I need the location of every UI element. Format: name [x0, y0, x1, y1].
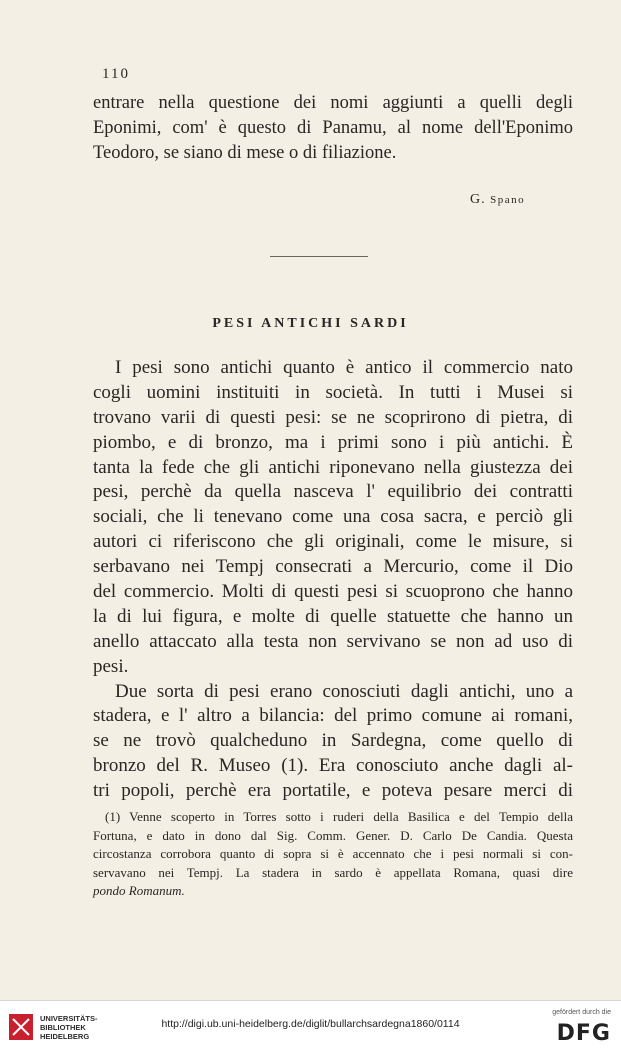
signature [470, 192, 525, 208]
page-number: 110 [102, 66, 130, 82]
section-divider [270, 256, 368, 257]
library-name-line: UNIVERSITÄTS- [40, 1014, 98, 1023]
text-line: Eponimi, com' è questo di Panamu, al nome dell'Eponimo [93, 118, 573, 138]
body-text [93, 356, 573, 804]
footnote-line: Fortuna, e dato in dono dal Sig. Comm. Gener. D. Carlo De Candia. Questa [93, 827, 573, 843]
footnote-line: pondo Romanum. [93, 883, 185, 898]
intro-paragraph [93, 91, 573, 166]
permalink[interactable]: http://digi.ub.uni-heidelberg.de/diglit/bullarchsardegna1860/0114 [161, 1018, 460, 1030]
footnote-line: (1) Venne scoperto in Torres sotto i ruderi della Basilica e del Tempio della [105, 809, 573, 824]
footnote-line: circostanza corrobora quanto di sopra si è accennato che i pesi normali si con- [93, 846, 573, 861]
text-line: del commercio. Molti di questi pesi si scuoprono che hanno [93, 581, 573, 603]
dfg-logo: DFG [556, 1021, 611, 1046]
text-line: tri popoli, perchè era portatile, e poteva pesare merci di [93, 780, 573, 802]
text-line: Teodoro, se siano di mese o di filiazione. [93, 143, 397, 163]
signature-initial: G. [470, 192, 486, 207]
text-line: sociali, che li tenevano come una cosa sacra, e perciò gli [93, 506, 573, 528]
signature-name: Spano [490, 194, 526, 206]
library-name-line: HEIDELBERG [40, 1032, 90, 1041]
text-line: tanta la fede che gli antichi riponevano nella giustezza dei [93, 456, 573, 478]
footnote [93, 808, 573, 901]
text-line: se ne trovò qualcheduno in Sardegna, come quello di [93, 730, 573, 752]
text-line: serbavano nei Tempj consecrati a Mercurio, come il Dio [93, 556, 573, 578]
text-line: I pesi sono antichi quanto è antico il commercio nato [115, 357, 573, 378]
text-line: bronzo del R. Museo (1). Era conosciuto anche dagli al- [93, 755, 573, 777]
library-name-line: BIBLIOTHEK [40, 1023, 86, 1032]
text-line: trovano varii di questi pesi: se ne scoprirono di pietra, di [93, 406, 573, 428]
text-line: cogli uomini instituiti in società. In tutti i Musei si [93, 381, 573, 403]
text-line: pesi, perchè da quella nasceva l' equilibrio dei contratti [93, 481, 573, 503]
text-line: anello attaccato alla testa non servivano se non ad uso di [93, 630, 573, 652]
text-line: Due sorta di pesi erano conosciuti dagli antichi, uno a [115, 680, 573, 702]
text-line: la di lui figura, e molte di quelle statuette che hanno un [93, 605, 573, 627]
text-line: autori ci riferiscono che gli originali, come le misure, si [93, 531, 573, 553]
section-heading: PESI ANTICHI SARDI [212, 316, 409, 331]
footnote-line: servavano nei Tempj. La stadera in sardo è appellata Romana, quasi dire [93, 864, 573, 880]
viewer-footer [0, 1000, 621, 1053]
text-line: stadera, e l' altro a bilancia: del primo comune ai romani, [93, 705, 573, 727]
funding-note: gefördert durch die [552, 1009, 611, 1016]
text-line: entrare nella questione dei nomi aggiunti a quelli degli [93, 93, 573, 113]
text-line: pesi. [93, 655, 129, 677]
text-line: piombo, e di bronzo, ma i primi sono i più antichi. È [93, 431, 573, 453]
